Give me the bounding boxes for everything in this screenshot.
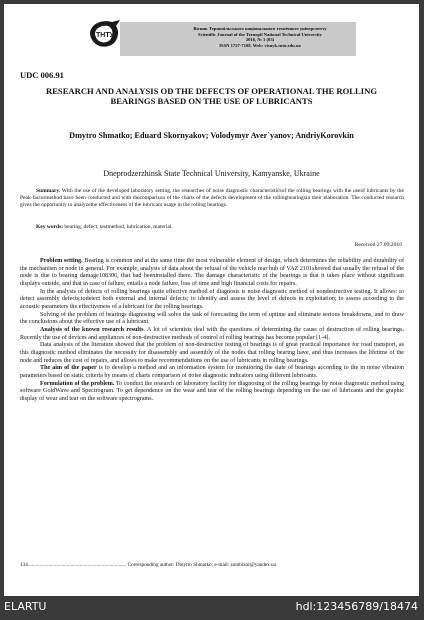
paragraph: [20, 327, 404, 342]
keywords-label: Key words:: [36, 224, 64, 230]
abstract: [20, 188, 404, 210]
abstract-label: Summary.: [36, 188, 61, 194]
affiliation: Dneprodzerzhinsk State Technical University, Kamyanske, Ukraine: [103, 169, 320, 178]
paragraph: [20, 258, 404, 289]
paper-title: RESEARCH AND ANALYSIS OD THE DEFECTS OF OPERATIONAL THE ROLLING BEARINGS BASED ON THE USE OF LUBRICANTS: [45, 86, 378, 106]
repository-bar: [0, 596, 424, 620]
paragraph: [20, 312, 404, 327]
paragraph-text: Bearing is common and at the same time the most vulnerable element of design, which determines the reliability and durability of the mechanism or node in general. For example, analysis of data about the refusal of the vehicle rear hub of VAZ 2101showed that usually the refusal of the node is due to bearing damage108306, that had beeninstalled there. The damage characteristic of the bearings is that it takes place without significant displays outside, and that in case of failure, entails a node failure, loss of time and high financial costs for repairs.: [20, 258, 404, 287]
paragraph-text: . A lot of scientists deal with the questions of determining the cause of destruction of rolling bearings. Recently the use of devices and appliances of non-destructive methods of control of rolling bearings has become popular [1-4].: [20, 326, 405, 341]
paragraph: [20, 381, 404, 404]
paragraph-text: Solving of the problem of bearings diagnosing will solve the task of forecasting the term of uptime and eliminate serious breakdowns, and to draw the conclusions about the effective use of a lubricant.: [20, 311, 404, 326]
journal-line-en: Scientific Journal of the Ternopil National Technical University: [198, 31, 322, 37]
paragraph-text: Data analysis of the literature showed that the problem of non-destructive testing of bearings is of great practical importance for road transport, as this diagnostic method eliminates the necessity for disassembly and assembly of the nodes that rolling bearing have, and thus increases the lifetime of the node and reduces the cost of repairs, and allows to make recommendations on the use of lubricants in rolling bearings.: [20, 342, 404, 364]
udc-code: UDC 006.91: [20, 70, 64, 80]
body-text: [20, 258, 404, 403]
keywords-text: bearing, defect, testmethod, lubrication, material.: [63, 224, 173, 230]
journal-header: [4, 4, 419, 64]
footer-dots: ............................................................................: [27, 562, 127, 568]
paragraph-lead: Formulation of the problem.: [40, 380, 115, 387]
paragraph-text: is to develop a method and an information system for monitoring the state of bearings according to the in noise vibration parameters based on static criteria by means of charts comparison of noise diagnostic indicators using different lubricants.: [20, 365, 404, 379]
journal-info: [160, 26, 360, 48]
journal-issn: ISSN 1727-7108. Web: visnyk.tntu.edu.ua: [219, 42, 301, 48]
journal-issue: 2016, № 3 (83): [245, 37, 275, 43]
keywords: [36, 224, 404, 231]
corresponding-author: Corresponding author: Dmytro Shmatko; e-mail: zombizor@yandex.ua: [126, 562, 276, 568]
journal-line-ua: Вісник Тернопільського національного технічного університету: [193, 26, 327, 31]
paragraph-lead: Problem setting.: [40, 258, 83, 264]
repository-name[interactable]: ELARTU: [4, 600, 47, 613]
paragraph: [20, 289, 404, 312]
paragraph-lead: The aim of the paper: [40, 365, 97, 372]
abstract-text: With the use of the developed laboratory setting, the researches of noise diagnostic characteristicsof the rolling bearings with the useof lubricants by the Peak-factormethod have been conducted and with thecomparison of the charts of the defects development of the rollingbearingsin their elaboration. The conducted research gives the opportunity to analyzethe effectiveness of the lubricant usage in the rolling bearings.: [20, 188, 404, 209]
logo-text: ТНТУ: [96, 32, 114, 39]
authors: Dmytro Shmatko; Eduard Skornyakov; Volodymyr Aver`yanov; AndriyKorovkin: [69, 131, 354, 140]
paragraph-text: In the analysis of defects of rolling bearings quite effective method of diagnosis is noise diagnostic method of nondestructive testing. It allows: to detect assembly defects;todetect both external and internal defects; to identify and assess the level of defects in exploitation; to assess according to the acoustic parameters the effectiveness of a lubricant for the rolling bearings.: [20, 288, 404, 310]
paragraph-text: To conduct the research on laboratory facility for diagnosing of the rolling bearings by noise diagnostic method using software GoldWave and Spectrogram. To get dependence on the wear and tear of the rolling bearings depending on the use of lubricants and the graphic display of wear and tear on the software spectrograms.: [20, 380, 405, 402]
paragraph: [20, 342, 404, 365]
page-number: 134: [20, 562, 28, 568]
page-footer: [20, 562, 404, 568]
handle-id[interactable]: hdl:123456789/18474: [295, 600, 418, 613]
received-date: Received 27.09.2016: [354, 242, 402, 248]
paragraph-lead: Analysis of the known research results: [40, 326, 144, 333]
paper-page: [4, 4, 419, 596]
university-logo-icon: [86, 16, 124, 52]
paragraph: [20, 365, 404, 380]
